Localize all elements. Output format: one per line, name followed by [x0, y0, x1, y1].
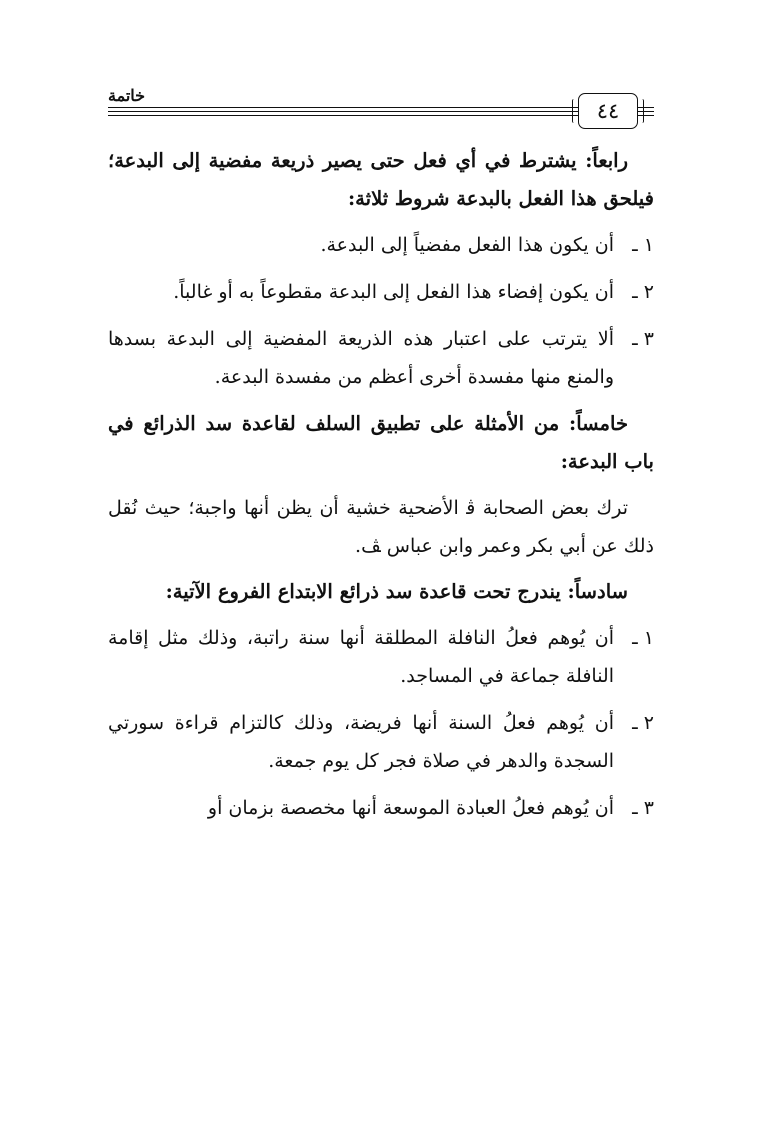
list-item: [108, 789, 654, 827]
list-item-number: ٣ ـ: [632, 328, 654, 350]
page-body: [108, 142, 654, 836]
paragraph-fifth: [108, 405, 654, 481]
paragraph-text: يندرج تحت قاعدة سد ذرائع الابتداع الفروع الآتية:: [165, 580, 568, 603]
list-item-number: ٢ ـ: [632, 281, 654, 303]
list-item-text: أن يُوهم فعلُ العبادة الموسعة أنها مخصصة بزمان أو: [207, 797, 614, 819]
list-item: [108, 226, 654, 264]
list-item-text: أن يُوهم فعلُ السنة أنها فريضة، وذلك كالتزام قراءة سورتي السجدة والدهر في صلاة فجر كل يوم جمعة.: [108, 712, 614, 772]
list-item-number: ١ ـ: [632, 234, 654, 256]
running-title: خاتمة: [108, 86, 146, 105]
list-item-number: ٣ ـ: [632, 797, 654, 819]
paragraph-lead: خامساً:: [569, 412, 628, 435]
list-item: [108, 273, 654, 311]
paragraph-lead: رابعاً:: [585, 149, 628, 172]
paragraph-lead: سادساً:: [567, 580, 628, 603]
list-item: [108, 619, 654, 695]
list-item-text: ألا يترتب على اعتبار هذه الذريعة المفضية إلى البدعة بسدها والمنع منها مفسدة أخرى أعظم من مفسدة البدعة.: [108, 328, 614, 388]
list-item-number: ٢ ـ: [632, 712, 654, 734]
list-item-text: أن يكون هذا الفعل مفضياً إلى البدعة.: [320, 234, 614, 256]
paragraph-text: يشترط في أي فعل حتى يصير ذريعة مفضية إلى البدعة؛ فيلحق هذا الفعل بالبدعة شروط ثلاثة:: [108, 149, 654, 210]
paragraph-fourth: [108, 142, 654, 218]
page-number: ٤٤: [596, 98, 620, 123]
paragraph-text: من الأمثلة على تطبيق السلف لقاعدة سد الذرائع في باب البدعة:: [108, 412, 654, 473]
list-item: [108, 704, 654, 780]
list-item: [108, 320, 654, 396]
paragraph-sixth: [108, 573, 654, 611]
page-number-box: [578, 93, 638, 129]
list-item-number: ١ ـ: [632, 627, 654, 649]
page-header: [108, 86, 654, 130]
paragraph-example: ترك بعض الصحابة ﭬ الأضحية خشية أن يظن أنها واجبة؛ حيث نُقل ذلك عن أبي بكر وعمر وابن عباس ﭫ.: [108, 497, 654, 557]
list-item-text: أن يكون إفضاء هذا الفعل إلى البدعة مقطوعاً به أو غالباً.: [173, 281, 614, 303]
list-item-text: أن يُوهم فعلُ النافلة المطلقة أنها سنة راتبة، وذلك مثل إقامة النافلة جماعة في المساجد.: [108, 627, 614, 687]
